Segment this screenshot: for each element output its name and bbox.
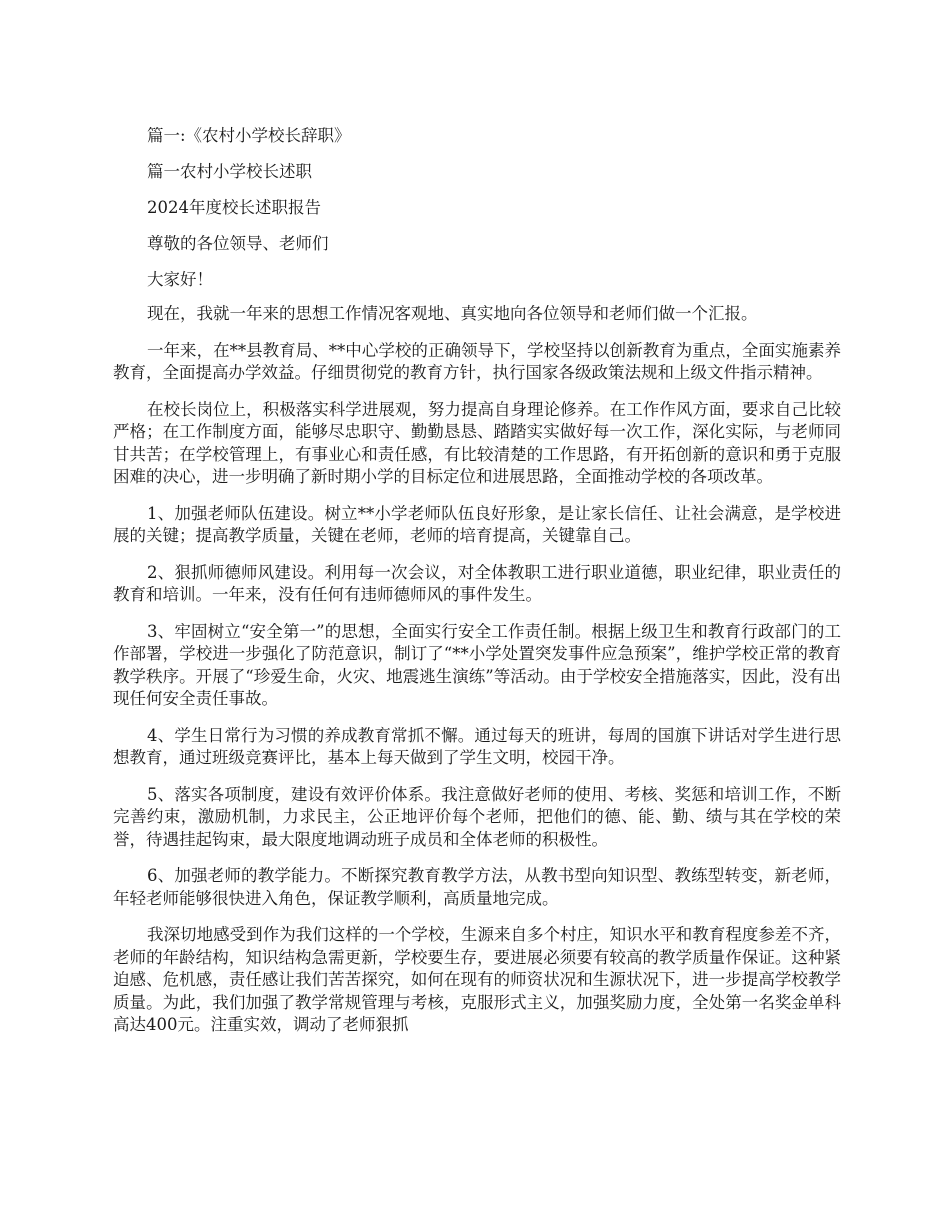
greeting: 大家好！: [147, 270, 213, 289]
paragraph-intro: 现在，我就一年来的思想工作情况客观地、真实地向各位领导和老师们做一个汇报。: [147, 304, 758, 323]
paragraph-item-2: 2、狠抓师德师风建设。利用每一次会议，对全体教职工进行职业道德，职业纪律，职业责任的教育和培训。一年来，没有任何有违师德师风的事件发生。: [113, 562, 841, 604]
paragraph-item-6: 6、加强老师的教学能力。不断探究教育教学方法，从教书型向知识型、教练型转变，新老师，年轻老师能够很快进入角色，保证教学顺利，高质量地完成。: [113, 866, 841, 908]
section-title: 篇一:《农村小学校长辞职》: [147, 126, 351, 145]
report-title: 篇一农村小学校长述职: [147, 162, 312, 181]
paragraph-reflection: 我深切地感受到作为我们这样的一个学校，生源来自多个村庄，知识水平和教育程度参差不齐，老师的年龄结构，知识结构急需更新，学校要生存，要进展必须要有较高的教学质量作保证。这种紧迫感、危机感，责任感让我们苦苦探究，如何在现有的师资状况和生源状况下，进一步提高学校教学质量。为此，我们加强了教学常规管理与考核，克服形式主义，加强奖励力度，全处第一名奖金单科高达400元。注重实效，调动了老师狠抓: [113, 925, 841, 1034]
paragraph-item-5: 5、落实各项制度，建设有效评价体系。我注意做好老师的使用、考核、奖惩和培训工作，不断完善约束，激励机制，力求民主，公正地评价每个老师，把他们的德、能、勤、绩与其在学校的荣誉，待遇挂起钩束，最大限度地调动班子成员和全体老师的积极性。: [113, 784, 841, 849]
paragraph-item-3: 3、牢固树立“安全第一”的思想，全面实行安全工作责任制。根据上级卫生和教育行政部门的工作部署，学校进一步强化了防范意识，制订了“**小学处置突发事件应急预案”，维护学校正常的教育教学秩序。开展了“珍爱生命，火灾、地震逃生演练”等活动。由于学校安全措施落实，因此，没有出现任何安全责任事故。: [113, 621, 841, 708]
paragraph-item-4: 4、学生日常行为习惯的养成教育常抓不懈。通过每天的班讲，每周的国旗下讲话对学生进行思想教育，通过班级竞赛评比，基本上每天做到了学生文明，校园干净。: [113, 725, 841, 767]
paragraph-position: 在校长岗位上，积极落实科学进展观，努力提高自身理论修养。在工作作风方面，要求自己比较严格；在工作制度方面，能够尽忠职守、勤勤恳恳、踏踏实实做好每一次工作，深化实际，与老师同甘共苦；在学校管理上，有事业心和责任感，有比较清楚的工作思路，有开拓创新的意识和勇于克服困难的决心，进一步明确了新时期小学的目标定位和进展思路，全面推动学校的各项改革。: [113, 399, 841, 486]
document-body: [113, 125, 841, 1051]
report-year-title: 2024年度校长述职报告: [147, 198, 321, 217]
paragraph-overview: 一年来，在**县教育局、**中心学校的正确领导下，学校坚持以创新教育为重点，全面实施素养教育，全面提高办学效益。仔细贯彻党的教育方针，执行国家各级政策法规和上级文件指示精神。: [113, 340, 841, 382]
paragraph-item-1: 1、加强老师队伍建设。树立**小学老师队伍良好形象，是让家长信任、让社会满意，是学校进展的关键；提高教学质量，关键在老师，老师的培育提高，关键靠自己。: [113, 503, 841, 545]
salutation: 尊敬的各位领导、老师们: [147, 234, 329, 253]
